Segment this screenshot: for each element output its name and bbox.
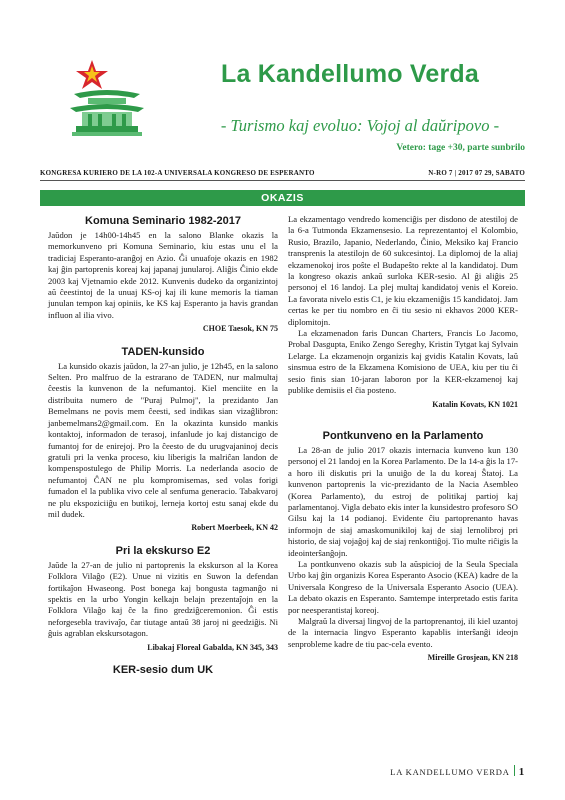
publication-description: KONGRESA KURIERO DE LA 102-A UNIVERSALA KONGRESO DE ESPERANTO (40, 169, 315, 177)
article-body: Jaŭdon je 14h00-14h45 en la salono Blanke okazis la memorkunveno pri Komuna Seminario, kiu estas unu el la tradiciaj Esperanto-aranĝoj en Azio. Ĝi unuafoje okazis en 1982 kaj ĝin partoprenis koreaj kaj japanaj junularoj. Aliĝis Ĉinio ekde 2003 kaj Vjetnamio ekde 2012. Kunvenis dudeko da organizintoj aŭ ĉeestintoj de la unuaj KS-oj kaj ili kune memoris la tiaman junulan tempon kaj opiniis, ke KS kaj Esperanto ja havis grandan influon al ilia vivo. (48, 230, 278, 320)
article-title: Komuna Seminario 1982-2017 (85, 215, 241, 227)
article-signature: Libakaj Floreal Gabalda, KN 345, 343 (147, 642, 278, 652)
article-body: Jaŭde la 27-an de julio ni partoprenis la ekskurson al la Korea Folklora Vilaĝo (E2). Unue ni vizitis en Suwon la defendan fortikaĵon Hwaseong. Post bonega kaj bongusta tagmanĝo ni spektis en la urbo Yongin kelkajn belajn prezentaĵojn en la Folklora Vilaĝo kaj ĉe la fino gredziĝceremonion. Ĝi estis neforgesebla travivaĵo, ĉar tiutage antaŭ 38 jaroj ni geedziĝis. Ni ĝuis agrablan ekskursotagon. (48, 559, 278, 639)
masthead (0, 0, 565, 165)
footer-publication-name: LA KANDELLUMO VERDA (390, 767, 510, 777)
page-number: 1 (518, 766, 525, 778)
article-signature: Katalin Kovats, KN 1021 (432, 399, 518, 409)
article-title: KER-sesio dum UK (112, 664, 214, 676)
left-column (48, 214, 278, 679)
article-title: Pri la ekskurso E2 (115, 544, 211, 557)
newspaper-title: La Kandellumo Verda (220, 60, 480, 88)
page-footer (390, 765, 525, 778)
article-title: TADEN-kunsido (121, 345, 205, 358)
right-column (288, 214, 518, 674)
article-signature: Mireille Grosjean, KN 218 (427, 653, 518, 663)
issue-info-line (40, 166, 525, 181)
article-body: La 28-an de julio 2017 okazis internacia kunveno kun 130 personoj el 21 landoj en la Korea Parlamento. De la 14-a ĝis la 17-a horo ili diskutis pri la unuiĝo de la du koreaj Ŝtatoj. La kunvenon partoprenis la vic-prezidanto de la Nacia Asembleo (Korea Parlamento), du estroj de politikaj partioj kaj parlamentanoj. Vigla debato ekis inter la kunsidestro profesoro SO Gilsu kaj la 14 podianoj. Evidente ĉiu partoprenanto havas informojn de siaj amaskomunikiloj kaj de siaj lernolibroj pri historio, de siaj vojaĝoj kaj de siaj renkontiĝoj. Tio multe riĉigis la ideointerŝanĝojn. (288, 444, 518, 558)
article-signature: Robert Moerbeek, KN 42 (191, 523, 278, 533)
section-banner: OKAZIS (40, 190, 525, 206)
article-body: La kunsido okazis jaŭdon, la 27-an julio, je 12h45, en la salono Selten. Pro malfruo de la estrarano de TADEN, nur malmultaj ĉeestis la kunvenon de la nefumantoj. Kiel menciite en la distribuita numero de "Puraj Pulmoj", la prezidanto Jan Bemelmans ne povis mem ĉeesti, sed indikas sian vizaĝlibron: janbemelmans2@gmail.com. En la okazinta kunsido mankis kontaktoj, informadon de terasoj, infanlude jo kaj distancigo de fumantoj for de enirejoj. Pro la ĉeesto de du urugvajaninoj decis gratuli pri la venka proceso, kiu liberigis la malriĉan landon de kompenspostulego de Philip Morris. La nederlanda asocio de nefumantoj ĈAN ne plu kompromisemas, sed volas forigi fumadon el la publika vivo cele al senfuma generacio. Tabakvaroj ne plu ekspoziciiĝu en butikoj, lerneja kortoj estu sanaj ekde du mil dudek. (48, 360, 278, 519)
pagoda-star-logo-icon (68, 58, 146, 140)
newspaper-subtitle: - Turismo kaj evoluo: Vojoj al daŭripovo - (220, 116, 500, 135)
article-body: Malgraŭ la diversaj lingvoj de la partoprenantoj, ili kiel uzantoj de la internacia lingvo Esperanto kapablis interŝanĝi ideojn senprobleme kadre de tiu pac-cela evento. (288, 616, 518, 649)
article-title: Pontkunveno en la Parlamento (322, 429, 484, 442)
issue-number-date: N-RO 7 | 2017 07 29, SABATO (428, 169, 525, 177)
weather-note: Vetero: tage +30, parte sunbrilo (396, 143, 525, 153)
article-body: La ekzamentago vendredo komenciĝis per disdono de atestiloj de la 6-a Tutmonda Ekzamensesio. La reprezentantoj el Kolombio, Rusio, Brazilo, Japanio, Nederlando, Ĉinio, Meksiko kaj Francio transprenis la atestilojn de 60 sukcesintoj. La diplomoj de la aliaj ekzamenokoj iros poŝte el Budapeŝto rekte al la kandidatoj. Dum la kongreso okazis ankaŭ surloka KER-sesio. Al ĝi aliĝis 25 personoj el 16 landoj. La plej multaj kandidatoj venis el Koreio. La favorata nivelo estis C1, je kiu ekzameniĝis 15 kandidatoj. Jam certas ke per tiu nombro en ĉi tiu sesio ni ekhavos 2000 KER-diplomitojn. (288, 214, 518, 327)
article-body: La pontkunveno okazis sub la aŭspicioj de la Seula Speciala Urbo kaj ĝin organizis Korea Esperanto Asocio (KEA) kadre de la Universala Kongreso de la Universala Esperanto Asocio (UEA). La debato okazis en Esperanto. Samtempe interpretado estis farita por neesperantistaj koreoj. (288, 558, 518, 615)
article-body: La ekzamenadon faris Duncan Charters, Francis Lo Jacomo, Probal Dasgupta, Eniko Zengo Sereghy, Kristin Tytgat kaj Sylvain Lelarge. La ekzamenojn organizis kaj gvidis Katalin Kovats, laŭ sinsmua estro de la Ekzamena Komisiono de UEA, kiu per tiu ĉi sesio finis sian 10-jaran laboron por la KER-ekzamenoj kaj publike demisiis el ĉia posteno. (288, 328, 518, 396)
article-signature: CHOE Taesok, KN 75 (202, 324, 278, 334)
